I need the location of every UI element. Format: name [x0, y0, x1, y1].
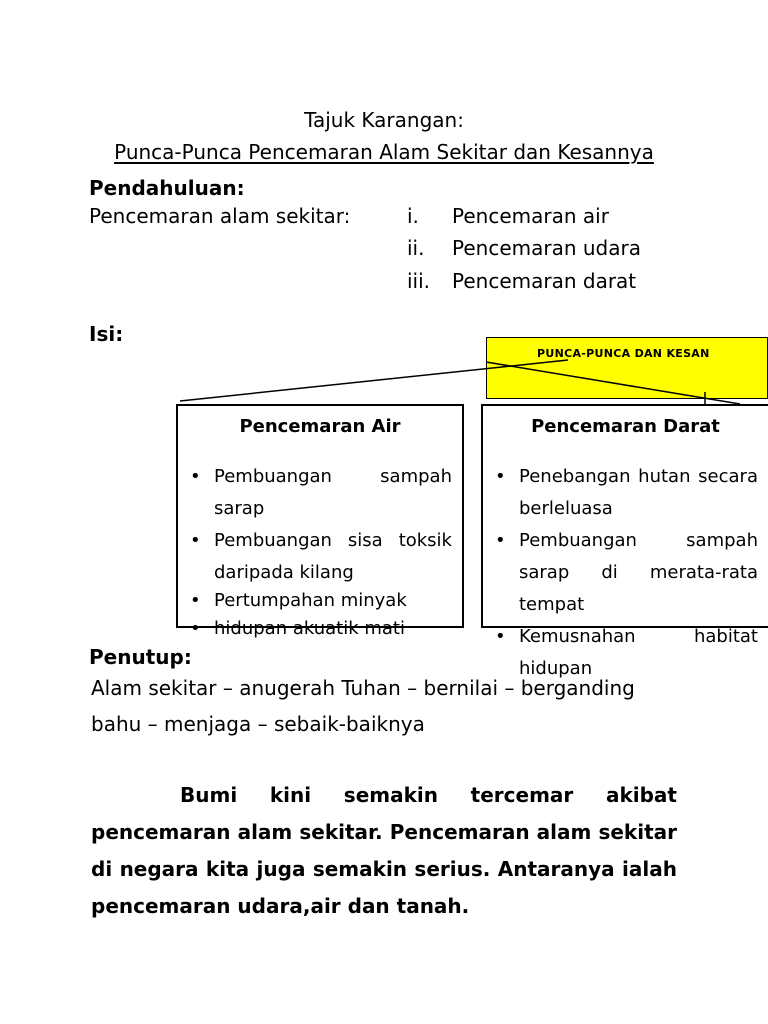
- tag-label: PUNCA-PUNCA DAN KESAN: [537, 347, 710, 360]
- isi-heading: Isi:: [89, 322, 124, 346]
- list-item: • Kemusnahan habitat hidupan: [495, 621, 758, 685]
- list-item: • Penebangan hutan secara berleluasa: [495, 461, 758, 525]
- penutup-line: Alam sekitar – anugerah Tuhan – bernilai – berganding: [91, 676, 635, 700]
- penutup-line: bahu – menjaga – sebaik-baiknya: [91, 712, 425, 736]
- connector-lines: [0, 0, 768, 410]
- list-item: • hidupan akuatik mati: [190, 613, 452, 645]
- pendahuluan-heading: Pendahuluan:: [89, 176, 245, 200]
- pendahuluan-label: Pencemaran alam sekitar:: [89, 204, 351, 228]
- list-item: Pencemaran air: [452, 204, 609, 228]
- air-bullet-list: [190, 461, 452, 645]
- essay-title-label: Tajuk Karangan:: [304, 108, 464, 132]
- list-item: Pencemaran darat: [452, 269, 637, 293]
- list-item: • Pertumpahan minyak: [190, 589, 452, 613]
- list-number: iii.: [407, 269, 431, 293]
- panel-title: Pencemaran Air: [239, 416, 401, 437]
- list-number: ii.: [407, 236, 425, 260]
- pencemaran-air-panel: [176, 404, 464, 639]
- essay-title: Punca-Punca Pencemaran Alam Sekitar dan Kesannya: [114, 140, 654, 164]
- penutup-heading: Penutup:: [89, 645, 192, 669]
- panel-title: Pencemaran Darat: [531, 416, 720, 437]
- darat-bullet-list: [495, 461, 758, 685]
- list-item: • Pembuangan sampah sarap di merata-rata tempat: [495, 525, 758, 621]
- list-item: • Pembuangan sampah sarap: [190, 461, 452, 525]
- pencemaran-darat-panel: [481, 404, 768, 679]
- list-item: • Pembuangan sisa toksik daripada kilang: [190, 525, 452, 589]
- list-item: Pencemaran udara: [452, 236, 641, 260]
- essay-paragraph: [91, 777, 677, 925]
- list-number: i.: [407, 204, 419, 228]
- essay-text: Bumi kini semakin tercemar akibat pencemaran alam sekitar. Pencemaran alam sekitar di negara kita juga semakin serius. Antaranya ialah pencemaran udara,air dan tanah.: [91, 783, 677, 918]
